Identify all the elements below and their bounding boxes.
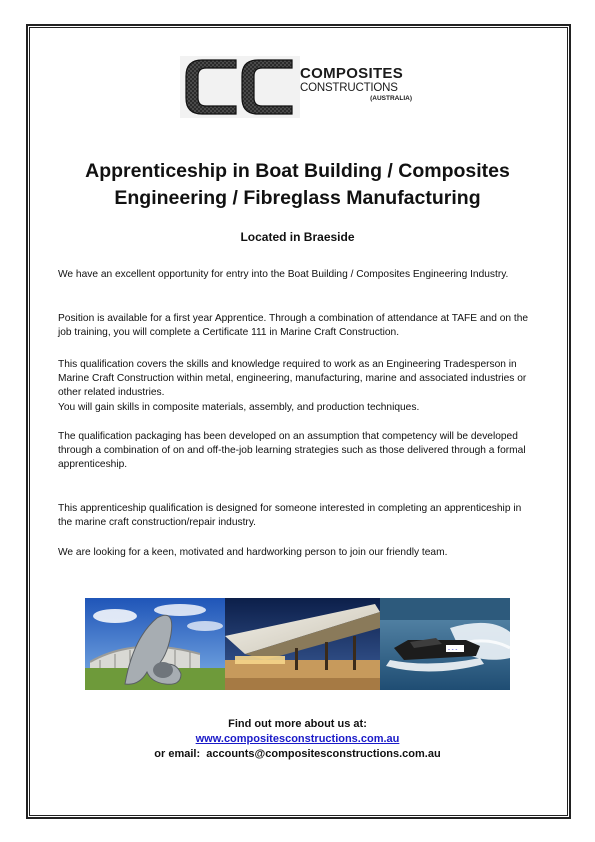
paragraph-packaging: The qualification packaging has been developed on an assumption that competency will be developed through a combination of on and off-the-job learning strategies such as those delivered through a formal apprenticeship. xyxy=(58,431,526,471)
photo-strip xyxy=(85,598,510,690)
paragraph-qualification-skills: You will gain skills in composite materials, assembly, and production techniques. xyxy=(58,401,420,413)
logo-wordmark xyxy=(300,66,416,103)
website-link[interactable]: www.compositesconstructions.com.au xyxy=(195,733,400,745)
company-logo xyxy=(180,56,416,118)
paragraph-position: Position is available for a first year Apprentice. Through a combination of attendance at TAFE and on the job training, you will complete a Certificate 111 in Marine Craft Construction. xyxy=(58,313,529,339)
cc-logo-mark xyxy=(180,56,300,118)
svg-text:- - -: - - - xyxy=(448,647,458,653)
paragraph-looking-for: We are looking for a keen, motivated and hardworking person to join our friendly team. xyxy=(58,547,448,558)
website-line xyxy=(60,732,535,747)
email-prefix: or email: xyxy=(154,748,207,760)
paragraph-audience: This apprenticeship qualification is designed for someone interested in completing an apprenticeship in the marine craft construction/repair industry. xyxy=(58,503,522,529)
page-title: Apprenticeship in Boat Building / Composites Engineering / Fibreglass Manufacturing xyxy=(85,160,510,209)
canopy-building-photo xyxy=(225,598,380,690)
logo-line-constructions: CONSTRUCTIONS xyxy=(300,82,398,94)
page-border-inner xyxy=(29,27,568,816)
logo-line-australia: (AUSTRALIA) xyxy=(370,95,412,102)
contact-heading: Find out more about us at: xyxy=(228,718,367,730)
paragraph-intro: We have an excellent opportunity for entry into the Boat Building / Composites Engineering Industry. xyxy=(58,269,509,280)
sculpture-stadium-photo xyxy=(85,598,225,690)
paragraph-qualification xyxy=(58,358,538,415)
logo-line-composites: COMPOSITES xyxy=(300,65,404,82)
paragraph-qualification-scope: This qualification covers the skills and knowledge required to work as an Engineering Tradesperson in Marine Craft Construction within metal, engineering, manufacturing, marine and associated industries or other related industries. xyxy=(58,359,527,399)
powerboat-racing-photo xyxy=(380,598,510,690)
contact-block xyxy=(60,717,535,762)
email-line xyxy=(60,747,535,762)
location-subtitle: Located in Braeside xyxy=(240,230,355,244)
email-address[interactable]: accounts@compositesconstructions.com.au xyxy=(206,748,441,760)
